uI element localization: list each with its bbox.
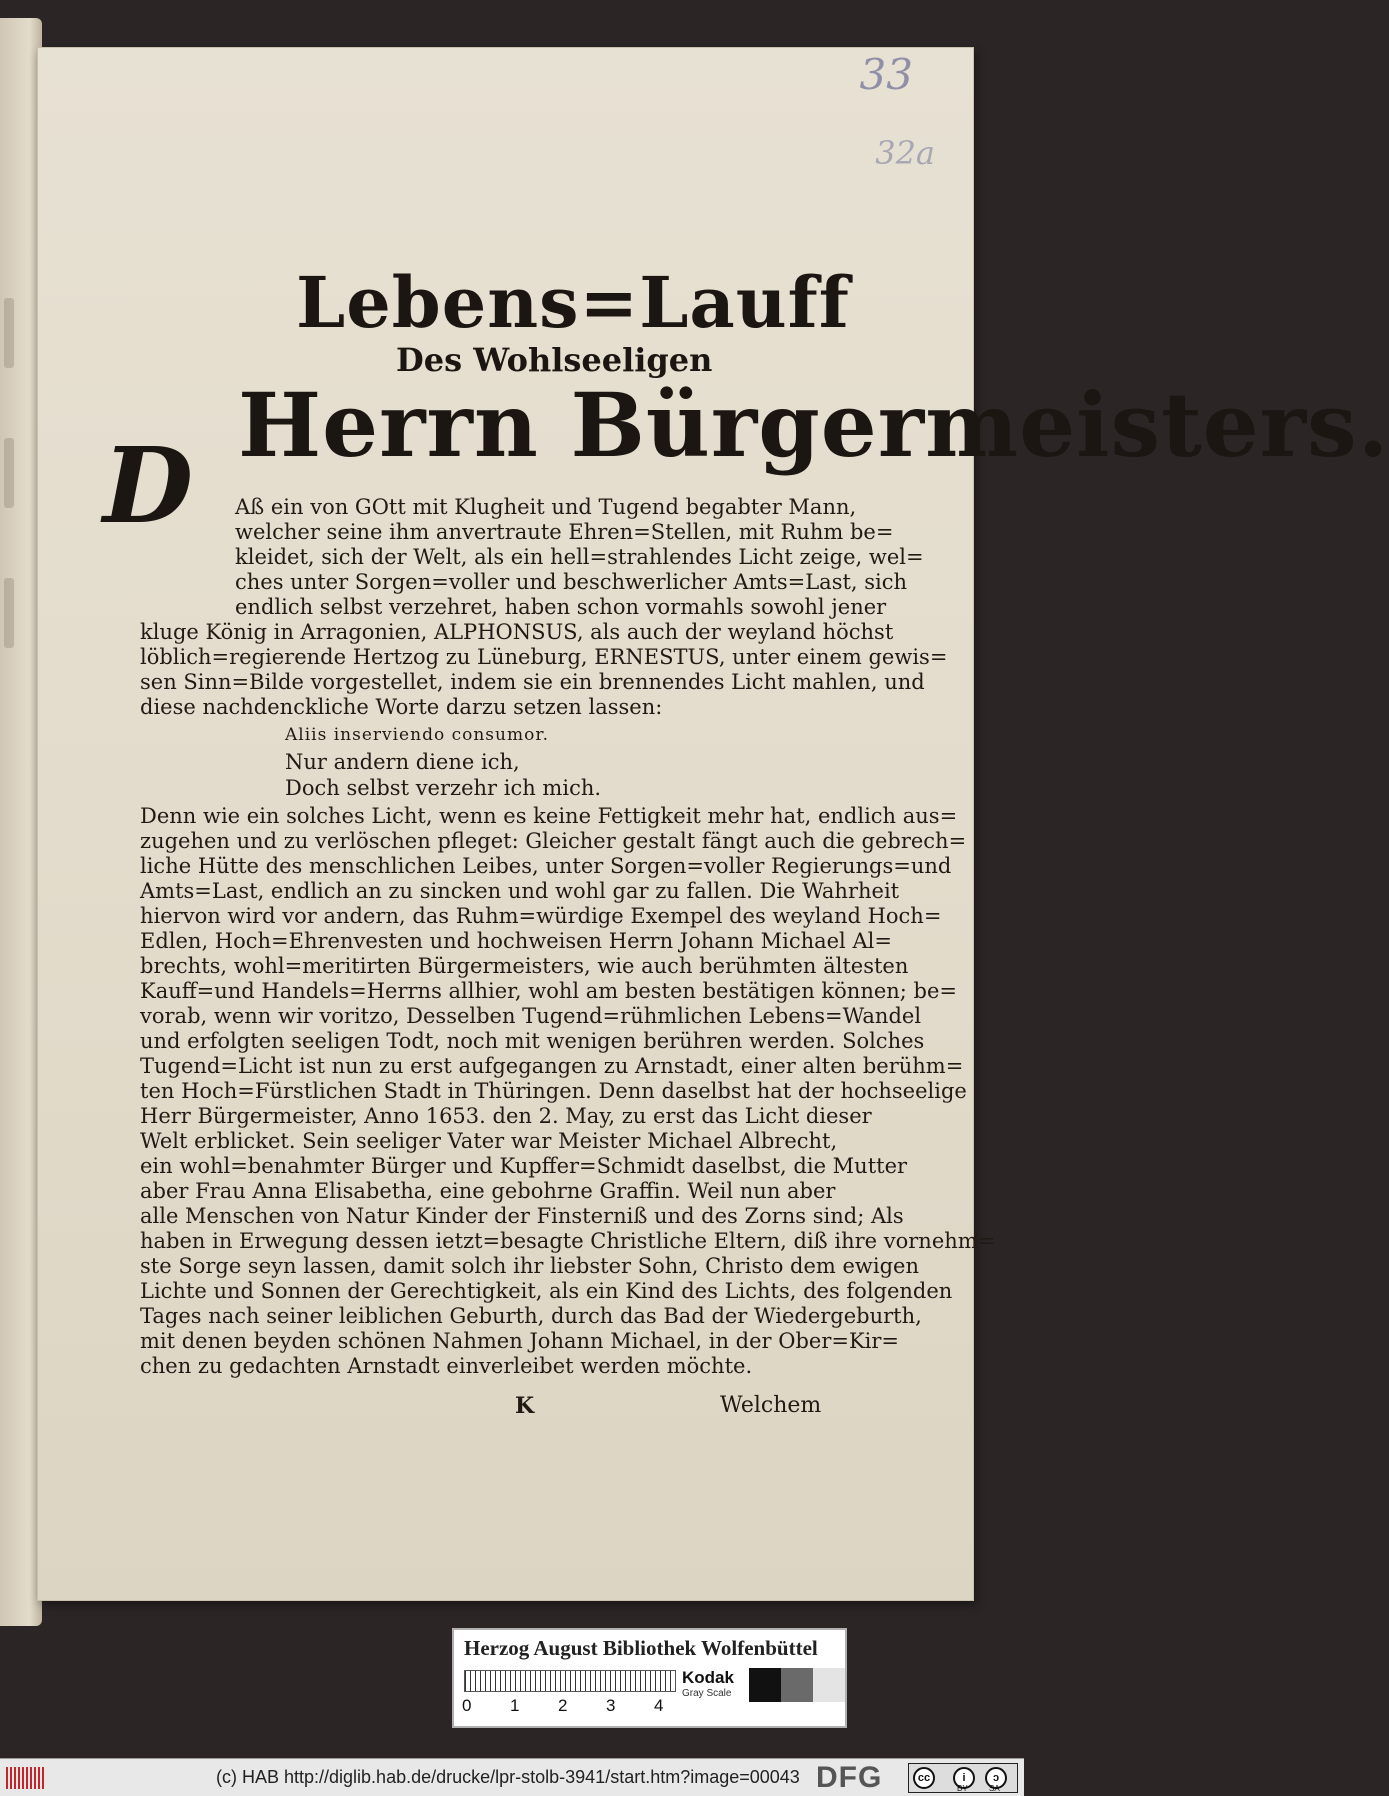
text-line: endlich selbst verzehret, haben schon vormahls sowohl jener bbox=[235, 595, 887, 619]
text-line: chen zu gedachten Arnstadt einverleibet werden möchte. bbox=[140, 1354, 753, 1378]
left-page-edge bbox=[0, 18, 42, 1626]
text-line: kleidet, sich der Welt, als ein hell=strahlendes Licht zeige, wel= bbox=[235, 545, 924, 569]
sa-label: SA bbox=[989, 1784, 1000, 1793]
text-line: welcher seine ihm anvertraute Ehren=Stellen, mit Ruhm be= bbox=[235, 520, 894, 544]
dfg-logo: DFG bbox=[816, 1761, 883, 1794]
latin-motto: Aliis inserviendo consumor. bbox=[285, 725, 549, 745]
ruler-number: 4 bbox=[654, 1696, 664, 1715]
share-alike-icon: ↄ bbox=[985, 1767, 1007, 1789]
citation-link[interactable]: (c) HAB http://diglib.hab.de/drucke/lpr-stolb-3941/start.htm?image=00043 bbox=[216, 1767, 800, 1787]
text-line: Denn wie ein solches Licht, wenn es keine Fettigkeit mehr hat, endlich aus= bbox=[140, 804, 958, 828]
text-line: mit denen beyden schönen Nahmen Johann Michael, in der Ober=Kir= bbox=[140, 1329, 900, 1353]
text-line: sen Sinn=Bilde vorgestellet, indem sie ein brennendes Licht mahlen, und bbox=[140, 670, 925, 694]
gray-swatch-black bbox=[749, 1668, 781, 1702]
text-line: ches unter Sorgen=voller und beschwerlicher Amts=Last, sich bbox=[235, 570, 908, 594]
text-line: aber Frau Anna Elisabetha, eine gebohrne Graffin. Weil nun aber bbox=[140, 1179, 836, 1203]
motto-line: Doch selbst verzehr ich mich. bbox=[285, 776, 602, 800]
barcode-icon bbox=[6, 1767, 46, 1789]
scale-ruler bbox=[464, 1670, 676, 1692]
text-line: liche Hütte des menschlichen Leibes, unter Sorgen=voller Regierungs=und bbox=[140, 854, 952, 878]
text-line: Kauff=und Handels=Herrns allhier, wohl am besten bestätigen können; be= bbox=[140, 979, 958, 1003]
text-line: Tugend=Licht ist nun zu erst aufgegangen zu Arnstadt, einer alten berühm= bbox=[140, 1054, 964, 1078]
text-line: Herr Bürgermeister, Anno 1653. den 2. May, zu erst das Licht dieser bbox=[140, 1104, 872, 1128]
signature-mark: K bbox=[515, 1393, 535, 1419]
ruler-number: 3 bbox=[606, 1696, 616, 1715]
left-page-mark bbox=[4, 298, 14, 368]
left-page-mark bbox=[4, 578, 14, 648]
title-line-2: Des Wohlseeligen bbox=[396, 341, 713, 379]
text-line: alle Menschen von Natur Kinder der Finsterniß und des Zorns sind; Als bbox=[140, 1204, 904, 1228]
pencil-page-number: 33 bbox=[859, 50, 913, 99]
pencil-folio-number: 32a bbox=[875, 134, 935, 172]
text-line: Amts=Last, endlich an zu sincken und wohl gar zu fallen. Die Wahrheit bbox=[140, 879, 900, 903]
text-line: ein wohl=benahmter Bürger und Kupffer=Schmidt daselbst, die Mutter bbox=[140, 1154, 908, 1178]
left-page-mark bbox=[4, 438, 14, 508]
text-line: Aß ein von GOtt mit Klugheit und Tugend begabter Mann, bbox=[235, 495, 857, 519]
title-line-3: Herrn Bürgermeisters. bbox=[238, 373, 1389, 477]
text-line: ten Hoch=Fürstlichen Stadt in Thüringen. Denn daselbst hat der hochseelige bbox=[140, 1079, 967, 1103]
kodak-label: Kodak bbox=[682, 1668, 734, 1687]
ruler-number: 2 bbox=[558, 1696, 568, 1715]
by-label: BY bbox=[957, 1784, 968, 1793]
text-line: löblich=regierende Hertzog zu Lüneburg, ERNESTUS, unter einem gewis= bbox=[140, 645, 948, 669]
text-line: Edlen, Hoch=Ehrenvesten und hochweisen Herrn Johann Michael Al= bbox=[140, 929, 892, 953]
text-line: diese nachdenckliche Worte darzu setzen lassen: bbox=[140, 695, 663, 719]
library-color-target bbox=[452, 1628, 847, 1728]
cc-icon: cc bbox=[913, 1767, 935, 1789]
text-line: hiervon wird vor andern, das Ruhm=würdige Exempel des weyland Hoch= bbox=[140, 904, 942, 928]
library-name: Herzog August Bibliothek Wolfenbüttel bbox=[464, 1636, 818, 1660]
ruler-number: 0 bbox=[462, 1696, 472, 1715]
gray-swatch-mid bbox=[781, 1668, 813, 1702]
cc-license-badge[interactable] bbox=[908, 1763, 1018, 1793]
drop-cap-initial: D bbox=[102, 424, 194, 547]
attribution-icon: i bbox=[953, 1767, 975, 1789]
title-line-1: Lebens=Lauff bbox=[296, 261, 850, 344]
text-line: haben in Erwegung dessen ietzt=besagte Christliche Eltern, diß ihre vornehm= bbox=[140, 1229, 996, 1253]
text-line: zugehen und zu verlöschen pfleget: Gleicher gestalt fängt auch die gebrech= bbox=[140, 829, 967, 853]
catchword: Welchem bbox=[720, 1393, 822, 1418]
text-line: und erfolgten seeligen Todt, noch mit wenigen berühren werden. Solches bbox=[140, 1029, 925, 1053]
text-line: vorab, wenn wir voritzo, Desselben Tugend=rühmlichen Lebens=Wandel bbox=[140, 1004, 922, 1028]
motto-line: Nur andern diene ich, bbox=[285, 750, 520, 774]
gray-swatch-light bbox=[813, 1668, 845, 1702]
ruler-number: 1 bbox=[510, 1696, 520, 1715]
gray-scale-label: Gray Scale bbox=[682, 1688, 732, 1699]
text-line: Tages nach seiner leiblichen Geburth, durch das Bad der Wiedergeburth, bbox=[140, 1304, 922, 1328]
text-line: brechts, wohl=meritirten Bürgermeisters, wie auch berühmten ältesten bbox=[140, 954, 909, 978]
text-line: ste Sorge seyn lassen, damit solch ihr liebster Sohn, Christo dem ewigen bbox=[140, 1254, 919, 1278]
text-line: kluge König in Arragonien, ALPHONSUS, als auch der weyland höchst bbox=[140, 620, 894, 644]
text-line: Lichte und Sonnen der Gerechtigkeit, als ein Kind des Lichts, des folgenden bbox=[140, 1279, 953, 1303]
text-line: Welt erblicket. Sein seeliger Vater war Meister Michael Albrecht, bbox=[140, 1129, 838, 1153]
footer-bar bbox=[0, 1758, 1024, 1796]
